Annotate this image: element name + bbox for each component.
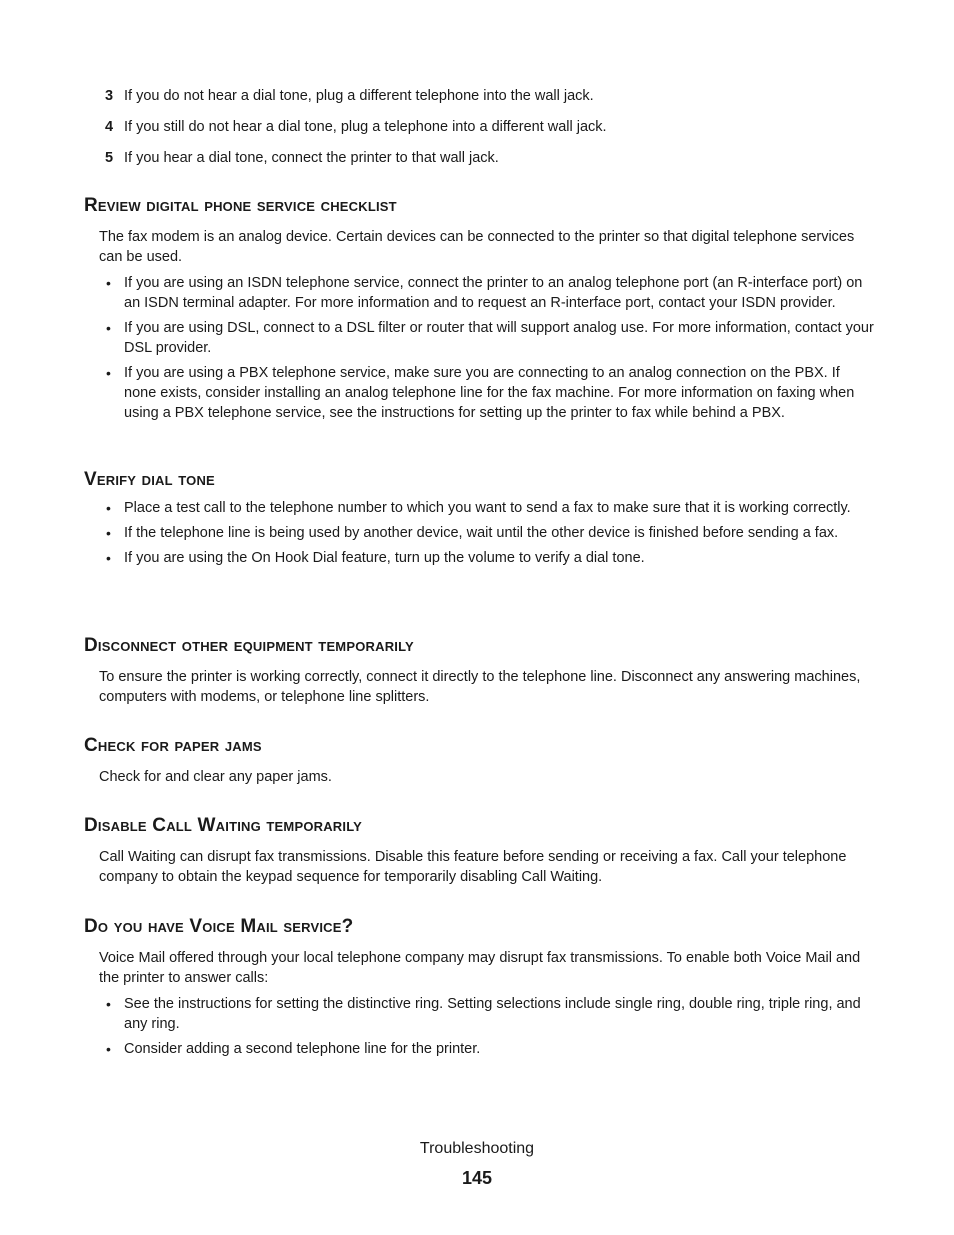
numbered-steps (105, 86, 885, 179)
step-number: 5 (105, 150, 114, 166)
section-voice-mail (84, 916, 874, 1064)
section-body: Call Waiting can disrupt fax transmissions. Disable this feature before sending or receiving a fax. Call your telephone company to obtain the keypad sequence for temporarily disabling Call Waiting. (99, 849, 847, 885)
section-paper-jams (84, 735, 874, 787)
step-item (105, 86, 885, 106)
list-item: • See the instructions for setting the distinctive ring. Setting selections include single ring, double ring, triple ring, and any ring. (84, 994, 874, 1034)
bullet-list (84, 498, 874, 568)
section-body: The fax modem is an analog device. Certain devices can be connected to the printer so that digital telephone services can be used. (99, 229, 855, 265)
section-heading: Disconnect other equipment temporarily (84, 635, 414, 656)
section-heading: Check for paper jams (84, 735, 262, 756)
bullet-list (84, 994, 874, 1059)
section-heading: Verify dial tone (84, 469, 215, 490)
bullet-list (84, 273, 874, 423)
section-call-waiting (84, 815, 874, 887)
section-disconnect-equipment (84, 635, 874, 707)
step-text: If you do not hear a dial tone, plug a different telephone into the wall jack. (124, 88, 594, 104)
list-item: • If you are using the On Hook Dial feature, turn up the volume to verify a dial tone. (84, 548, 874, 568)
list-item: • Consider adding a second telephone line for the printer. (84, 1039, 874, 1059)
page-footer (0, 1138, 954, 1190)
section-heading: Do you have Voice Mail service? (84, 916, 354, 937)
step-number: 4 (105, 119, 114, 135)
step-number: 3 (105, 88, 114, 104)
section-heading: Disable Call Waiting temporarily (84, 815, 363, 836)
list-item: • If the telephone line is being used by another device, wait until the other device is finished before sending a fax. (84, 523, 874, 543)
section-body: Check for and clear any paper jams. (99, 769, 332, 785)
list-item: • Place a test call to the telephone number to which you want to send a fax to make sure that it is working correctly. (84, 498, 874, 518)
section-verify-dial-tone (84, 469, 874, 573)
step-text: If you hear a dial tone, connect the printer to that wall jack. (124, 150, 499, 166)
section-heading: Review digital phone service checklist (84, 195, 397, 216)
step-item (105, 117, 885, 137)
list-item: • If you are using a PBX telephone service, make sure you are connecting to an analog connection on the PBX. If none exists, consider installing an analog telephone line for the fax machine. For more information on faxing when using a PBX telephone service, see the instructions for setting up the printer to fax while behind a PBX. (84, 363, 874, 423)
section-body: Voice Mail offered through your local telephone company may disrupt fax transmissions. To enable both Voice Mail and the printer to answer calls: (99, 950, 861, 986)
step-text: If you still do not hear a dial tone, plug a telephone into a different wall jack. (124, 119, 607, 135)
section-digital-checklist (84, 195, 874, 428)
page-number: 145 (461, 1168, 493, 1188)
chapter-label: Troubleshooting (419, 1140, 535, 1157)
section-body: To ensure the printer is working correctly, connect it directly to the telephone line. Disconnect any answering machines, computers with modems, or telephone line splitters. (99, 669, 861, 705)
list-item: • If you are using DSL, connect to a DSL filter or router that will support analog use. For more information, contact your DSL provider. (84, 318, 874, 358)
list-item: • If you are using an ISDN telephone service, connect the printer to an analog telephone port (an R-interface port) on an ISDN terminal adapter. For more information and to request an R-interface port, contact your ISDN provider. (84, 273, 874, 313)
step-item (105, 148, 885, 168)
